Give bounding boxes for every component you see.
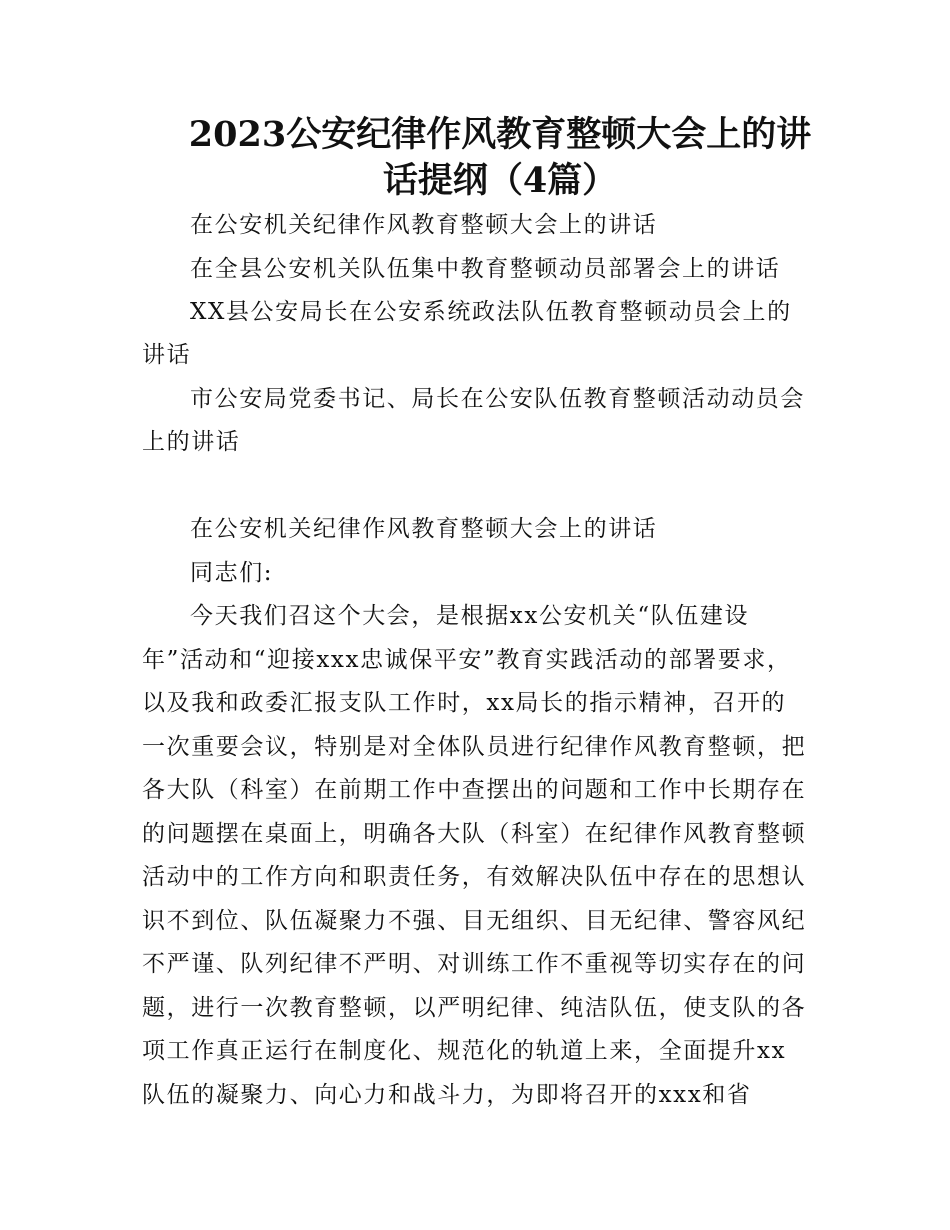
body-line-2: 年”活动和“迎接xxx忠诚保平安”教育实践活动的部署要求，: [142, 647, 792, 673]
toc-item-2: 在全县公安机关队伍集中教育整顿动员部署会上的讲话: [190, 256, 781, 282]
body-line-11: 项工作真正运行在制度化、规范化的轨道上来，全面提升xx: [142, 1038, 787, 1064]
document-title-line-2: 话提纲（4篇）: [382, 160, 618, 201]
section-heading: 在公安机关纪律作风教育整顿大会上的讲话: [190, 516, 658, 542]
body-line-8: 识不到位、队伍凝聚力不强、目无组织、目无纪律、警容风纪: [142, 908, 807, 934]
toc-item-3-continued: 讲话: [142, 342, 192, 368]
body-line-5: 各大队（科室）在前期工作中查摆出的问题和工作中长期存在: [142, 777, 807, 803]
toc-item-4-continued: 上的讲话: [142, 429, 241, 455]
document-title-line-1: 2023公安纪律作风教育整顿大会上的讲: [188, 114, 812, 155]
body-line-4: 一次重要会议，特别是对全体队员进行纪律作风教育整顿，把: [142, 734, 807, 760]
body-line-7: 活动中的工作方向和职责任务，有效解决队伍中存在的思想认: [142, 864, 807, 890]
body-line-6: 的问题摆在桌面上，明确各大队（科室）在纪律作风教育整顿: [142, 821, 807, 847]
toc-item-4: 市公安局党委书记、局长在公安队伍教育整顿活动动员会: [190, 386, 805, 412]
body-line-10: 题，进行一次教育整顿，以严明纪律、纯洁队伍，使支队的各: [142, 995, 807, 1021]
body-line-9: 不严谨、队列纪律不严明、对训练工作不重视等切实存在的问: [142, 951, 807, 977]
toc-item-1: 在公安机关纪律作风教育整顿大会上的讲话: [190, 212, 658, 238]
body-line-12: 队伍的凝聚力、向心力和战斗力，为即将召开的xxx和省: [142, 1082, 752, 1108]
toc-item-3: XX县公安局长在公安系统政法队伍教育整顿动员会上的: [190, 299, 792, 325]
body-line-1: 今天我们召这个大会，是根据xx公安机关“队伍建设: [190, 603, 750, 629]
salutation: 同志们:: [190, 560, 274, 586]
body-line-3: 以及我和政委汇报支队工作时，xx局长的指示精神，召开的: [142, 690, 787, 716]
